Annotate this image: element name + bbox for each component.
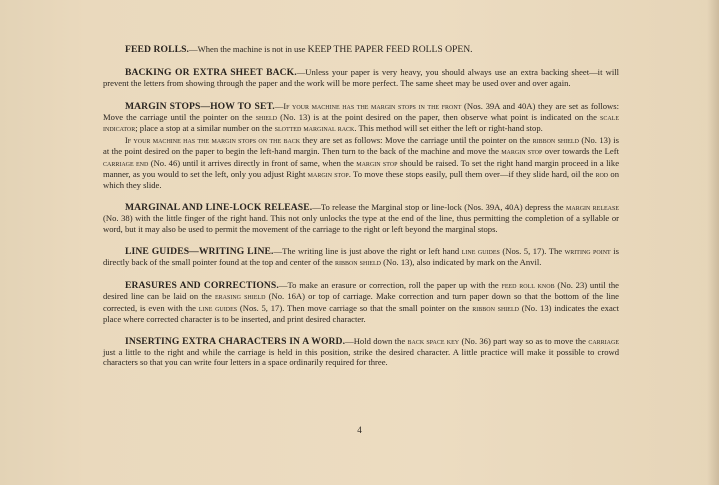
text-run: they are set as follows: Move the carriage until the pointer on the: [300, 135, 533, 146]
text-run: (No. 13) is at the point desired on the paper to begin the left-hand margin. Then turn to the back of the machine and move the: [103, 135, 619, 157]
section-heading: MARGINAL AND LINE-LOCK RELEASE.: [125, 202, 313, 214]
text-run: is directly back of the small pointer found at the top and center of the: [103, 245, 619, 268]
text-run: (No. 46) until it arrives directly in front of same, when the: [148, 157, 357, 168]
text-run: —Unless your paper is very heavy, you should always use an extra backing sheet—it will prevent the letters from showing through the paper and the work will be more perfect. The same sheet may be used over and over again.: [103, 67, 619, 89]
paragraph: [103, 202, 619, 234]
section-heading: BACKING OR EXTRA SHEET BACK.: [125, 67, 297, 79]
text-run: —The writing line is just above the right or left hand: [273, 245, 462, 256]
text-run: If your machine has the margin stops on the back: [125, 136, 301, 146]
paragraph: [103, 101, 619, 135]
text-run: erasing shield: [215, 292, 266, 302]
page-content: [103, 44, 619, 368]
section-4: [103, 202, 619, 234]
text-run: (Nos. 39A and 40A) they are set as follows: Move the carriage until the pointer on the: [103, 100, 619, 122]
text-run: shield: [255, 112, 278, 122]
text-run: back space key: [407, 337, 460, 347]
section-3: [103, 101, 619, 191]
text-run: margin stop: [356, 158, 398, 168]
text-run: (No. 36) part way so as to move the: [459, 336, 589, 347]
text-run: ribbon shield: [532, 136, 579, 146]
section-heading: MARGIN STOPS—HOW TO SET.: [125, 100, 275, 112]
text-run: (No. 16A) or top of carriage. Make correction and turn paper down so that the bottom of the line corrected, is even with the: [103, 291, 619, 313]
text-run: margin stop: [501, 147, 543, 157]
text-run: line guides: [198, 303, 238, 313]
text-run: feed roll knob: [501, 281, 555, 291]
text-run: —To make an erasure or correction, roll the paper up with the: [278, 280, 502, 291]
text-run: writing point: [564, 246, 611, 256]
text-run: If your machine has the margin stops in the front: [283, 101, 462, 111]
text-run: ; place a stop at a similar number on the: [135, 123, 275, 134]
paragraph: [103, 246, 619, 268]
text-run: (Nos. 5, 17). Then move carriage so that the small pointer on the: [237, 302, 473, 313]
text-run: ribbon shield: [334, 258, 382, 268]
section-heading: FEED ROLLS.: [125, 44, 190, 55]
text-run: margin release: [566, 203, 619, 213]
text-run: slotted marginal rack: [274, 124, 355, 134]
text-run: line guides: [461, 246, 500, 256]
text-run: ribbon shield: [472, 303, 519, 313]
section-2: [103, 67, 619, 88]
paragraph: [103, 336, 619, 368]
section-7: [103, 336, 619, 368]
text-run: carriage end: [103, 158, 149, 168]
paragraph: [103, 44, 619, 55]
section-heading: ERASURES AND CORRECTIONS.: [125, 280, 279, 292]
text-run: just a little to the right and while the carriage is held in this position, strike the desired character. A little practice will make it possible to crowd characters so that you can write four letters in a space ordinarily required for three.: [103, 347, 619, 368]
text-run: (No. 13), also indicated by mark on the Anvil.: [381, 257, 542, 268]
text-run: rod: [595, 169, 609, 179]
text-run: (No. 13) indicates the exact place where corrected character is to be inserted, and print desired character.: [103, 302, 619, 324]
text-run: . To move these stops easily, pull them over—if they slide hard, oil the: [348, 168, 596, 179]
text-run: scale indicator: [103, 112, 620, 134]
text-run: . This method will set either the left or right-hand stop.: [354, 123, 543, 134]
text-run: margin stop: [307, 169, 349, 179]
text-run: —To release the Marginal stop or line-lock (Nos. 39A, 40A) depress the: [312, 202, 567, 213]
section-6: [103, 280, 619, 324]
text-run: (No. 13) is at the point desired on the paper, then observe what point is indicated on the: [277, 111, 600, 122]
paragraph: [103, 280, 619, 324]
text-run: over towards the Left: [542, 146, 619, 157]
section-1: [103, 44, 619, 55]
section-5: [103, 246, 619, 268]
text-run: on which they slide.: [103, 168, 620, 191]
text-run: —When the machine is not in use: [189, 44, 308, 54]
text-run: should be raised. To set the right hand margin proceed in a like manner, as you would to set the left, only you adjust Right: [103, 157, 620, 179]
text-run: (No. 38) with the little finger of the right hand. This not only unlocks the type at the end of the line, thus permitting the completion of a syllable or word, but it may also be used to permit the movement of the carriage to the right or left beyond the marginal stops.: [103, 213, 619, 234]
text-run: —Hold down the: [345, 336, 408, 347]
text-run: (No. 23) until the desired line can be laid on the: [103, 280, 619, 302]
paragraph: [103, 67, 619, 88]
page-number: 4: [357, 425, 362, 435]
text-run: carriage: [588, 337, 620, 347]
section-heading: INSERTING EXTRA CHARACTERS IN A WORD.: [125, 336, 346, 348]
text-run: —: [274, 100, 284, 111]
text-run: KEEP THE PAPER FEED ROLLS OPEN.: [307, 44, 473, 55]
section-heading: LINE GUIDES—WRITING LINE.: [125, 245, 274, 257]
paragraph: [103, 135, 619, 190]
text-run: (Nos. 5, 17). The: [499, 245, 565, 256]
